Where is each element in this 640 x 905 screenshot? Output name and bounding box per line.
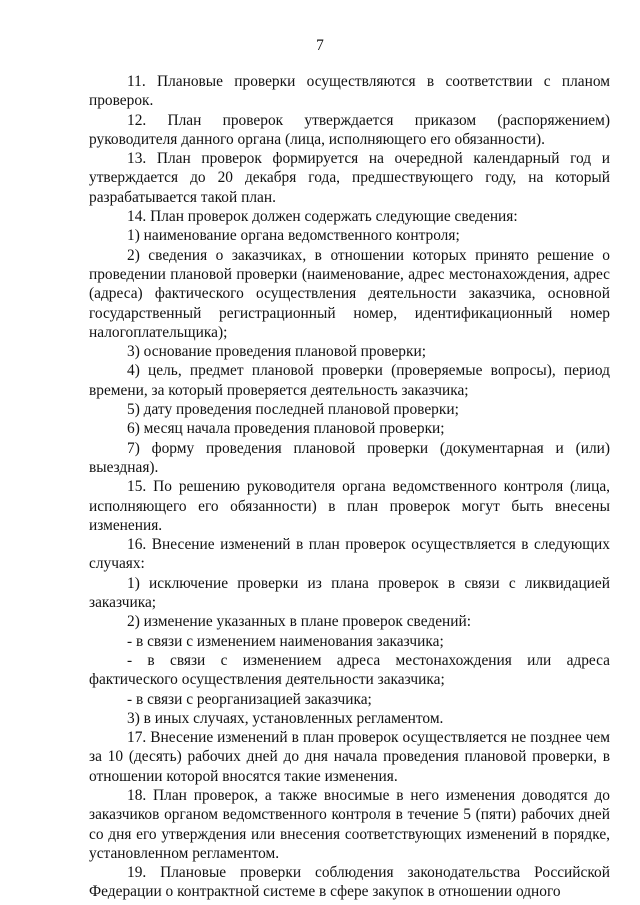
list-item-14-7: 7) форму проведения плановой проверки (документарная и (или) выездная). [89,439,610,476]
paragraph-16: 16. Внесение изменений в план проверок осуществляется в следующих случаях: [89,536,610,573]
paragraph-17: 17. Внесение изменений в план проверок осуществляется не позднее чем за 10 (десять) рабочих дней до дня начала проведения плановой проверки, в отношении которой вносятся такие изменения. [89,729,610,785]
paragraph-14: 14. План проверок должен содержать следующие сведения: [127,208,518,226]
list-item-14-4: 4) цель, предмет плановой проверки (проверяемые вопросы), период времени, за который проверяется деятельность заказчика; [89,362,610,399]
paragraph-15: 15. По решению руководителя органа ведомственного контроля (лица, исполняющего его обязанности) в план проверок могут быть внесены изменения. [89,478,610,534]
list-item-16-2: 2) изменение указанных в плане проверок сведений: [127,613,472,631]
list-item-14-5: 5) дату проведения последней плановой проверки; [127,401,459,419]
list-item-14-1: 1) наименование органа ведомственного контроля; [127,227,460,245]
paragraph-11: 11. Плановые проверки осуществляются в соответствии с планом проверок. [89,73,610,110]
paragraph-18: 18. План проверок, а также вносимые в него изменения доводятся до заказчиков органом ведомственного контроля в течение 5 (пяти) рабочих дней со дня его утверждения или внесения соответствующих изменений в порядке, установленном регламентом. [89,786,610,862]
page-number: 7 [316,37,324,54]
paragraph-19: 19. Плановые проверки соблюдения законодательства Российской Федерации о контрактной системе в сфере закупок в отношении одного [89,864,610,901]
sub-item-reorganization: - в связи с реорганизацией заказчика; [127,690,372,708]
sub-item-name-change: - в связи с изменением наименования заказчика; [127,632,444,650]
list-item-16-3: 3) в иных случаях, установленных регламентом. [127,709,444,727]
paragraph-13: 13. План проверок формируется на очередной календарный год и утверждается до 20 декабря года, предшествующего году, на который разрабатывается такой план. [89,150,610,206]
list-item-14-6: 6) месяц начала проведения плановой проверки; [127,420,445,438]
sub-item-address-change: - в связи с изменением адреса местонахождения или адреса фактического осуществления деятельности заказчика; [89,651,610,689]
paragraph-12: 12. План проверок утверждается приказом (распоряжением) руководителя данного органа (лица, исполняющего его обязанности). [89,111,610,148]
list-item-14-3: 3) основание проведения плановой проверки; [127,343,426,361]
document-body [89,72,610,902]
list-item-14-2: 2) сведения о заказчиках, в отношении которых принято решение о проведении плановой проверки (наименование, адрес местонахождения, адрес (адреса) фактического осуществления деятельности заказчика, основной государственный регистрационный номер, идентификационный номер налогоплательщика); [89,246,610,341]
list-item-16-1: 1) исключение проверки из плана проверок в связи с ликвидацией заказчика; [89,574,610,612]
